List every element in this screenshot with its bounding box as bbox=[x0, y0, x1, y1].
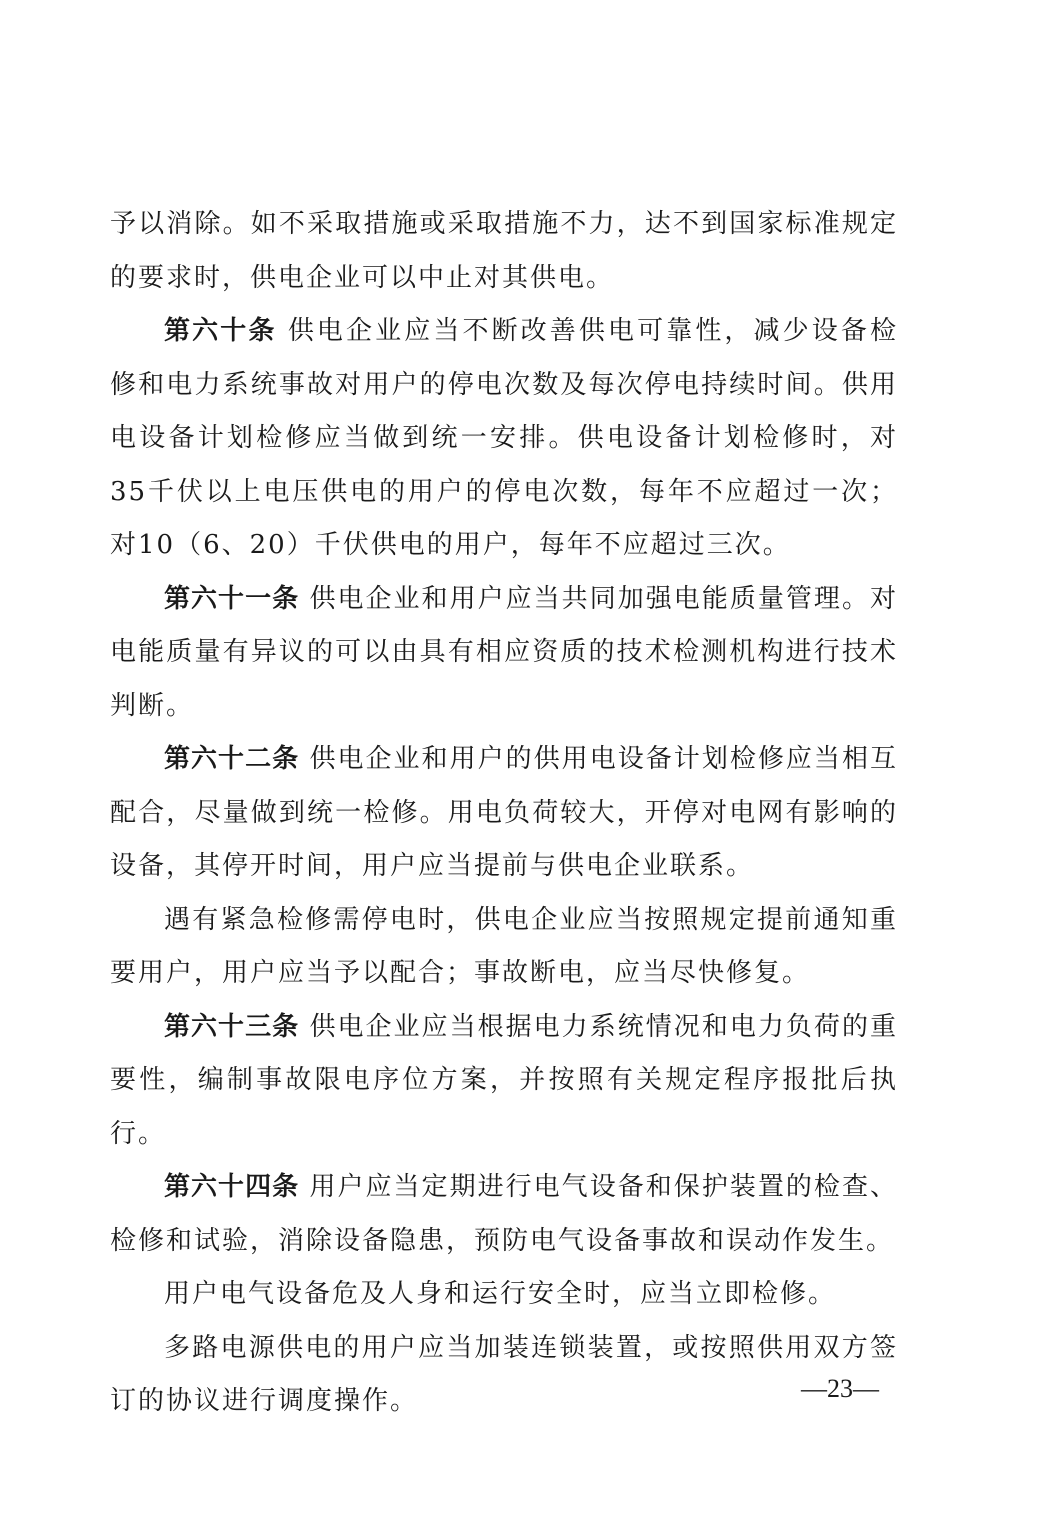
article-text: 供电企业应当不断改善供电可靠性，减少设备检修和电力系统事故对用户的停电次数及每次停电持续时间。供用电设备计划检修应当做到统一安排。供电设备计划检修时，对35千伏以上电压供电的用户的停电次数，每年不应超过一次；对10（6、20）千伏供电的用户，每年不应超过三次。 bbox=[110, 316, 898, 560]
article-62 bbox=[110, 733, 898, 894]
paragraph-text: 予以消除。如不采取措施或采取措施不力，达不到国家标准规定的要求时，供电企业可以中止对其供电。 bbox=[110, 209, 898, 293]
document-body bbox=[110, 198, 898, 1429]
page-number: —23— bbox=[801, 1374, 879, 1403]
article-62-paragraph-2 bbox=[110, 894, 898, 1001]
article-number: 第六十四条 bbox=[164, 1172, 300, 1202]
article-number: 第六十一条 bbox=[164, 583, 300, 614]
article-text: 供电企业和用户的供用电设备计划检修应当相互配合，尽量做到统一检修。用电负荷较大，开停对电网有影响的设备，其停开时间，用户应当提前与供电企业联系。 bbox=[110, 744, 898, 881]
article-64-paragraph-2 bbox=[110, 1268, 898, 1322]
article-text: 用户应当定期进行电气设备和保护装置的检查、检修和试验，消除设备隐患，预防电气设备事故和误动作发生。 bbox=[110, 1172, 898, 1256]
article-number: 第六十三条 bbox=[164, 1011, 300, 1042]
article-number: 第六十二条 bbox=[164, 744, 300, 774]
paragraph-text: 遇有紧急检修需停电时，供电企业应当按照规定提前通知重要用户，用户应当予以配合；事故断电，应当尽快修复。 bbox=[110, 904, 898, 988]
paragraph-text: 多路电源供电的用户应当加装连锁装置，或按照供用双方签订的协议进行调度操作。 bbox=[110, 1332, 898, 1416]
article-text: 供电企业应当根据电力系统情况和电力负荷的重要性，编制事故限电序位方案，并按照有关规定程序报批后执行。 bbox=[110, 1011, 898, 1149]
article-61 bbox=[110, 573, 898, 734]
paragraph-text: 用户电气设备危及人身和运行安全时，应当立即检修。 bbox=[164, 1279, 837, 1309]
article-number: 第六十条 bbox=[164, 316, 277, 346]
paragraph-continuation bbox=[110, 198, 898, 305]
article-63 bbox=[110, 1001, 898, 1162]
article-text: 供电企业和用户应当共同加强电能质量管理。对电能质量有异议的可以由具有相应资质的技术检测机构进行技术判断。 bbox=[110, 583, 898, 721]
article-64 bbox=[110, 1161, 898, 1268]
article-64-paragraph-3 bbox=[110, 1322, 898, 1429]
article-60 bbox=[110, 305, 898, 573]
